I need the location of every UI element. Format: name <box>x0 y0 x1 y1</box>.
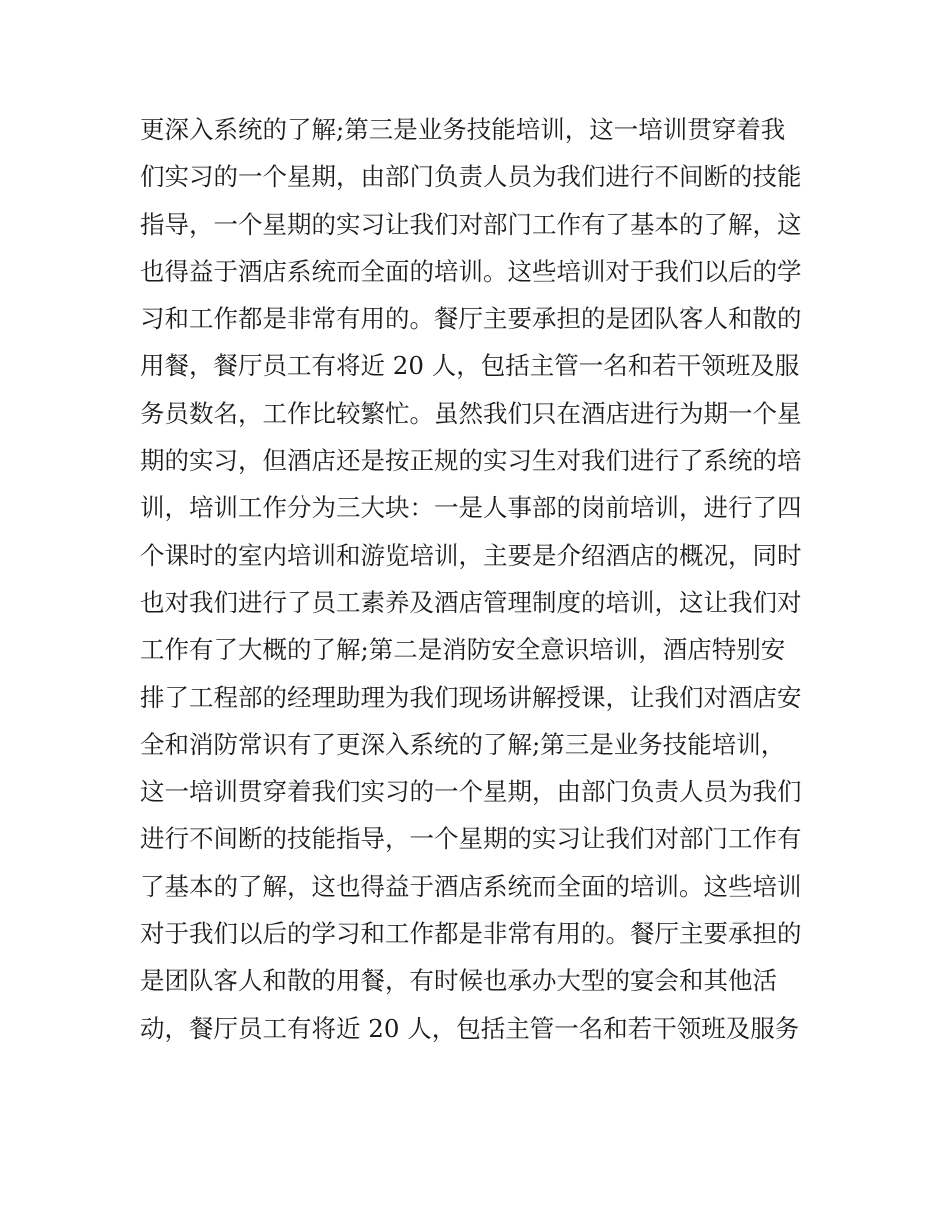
text-line: 习和工作都是非常有用的。餐厅主要承担的是团队客人和散的 <box>140 304 802 334</box>
text-line: 个课时的室内培训和游览培训，主要是介绍酒店的概况，同时 <box>140 540 802 570</box>
text-line: 期的实习，但酒店还是按正规的实习生对我们进行了系统的培 <box>140 446 802 476</box>
text-line: 务员数名，工作比较繁忙。虽然我们只在酒店进行为期一个星 <box>140 398 802 428</box>
text-line: 对于我们以后的学习和工作都是非常有用的。餐厅主要承担的 <box>140 919 802 949</box>
text-line: 是团队客人和散的用餐，有时候也承办大型的宴会和其他活 <box>140 966 777 996</box>
text-line: 排了工程部的经理助理为我们现场讲解授课，让我们对酒店安 <box>140 682 802 712</box>
text-line: 全和消防常识有了更深入系统的了解;第三是业务技能培训， <box>140 729 786 759</box>
text-line: 进行不间断的技能指导，一个星期的实习让我们对部门工作有 <box>140 824 802 854</box>
text-line: 也对我们进行了员工素养及酒店管理制度的培训，这让我们对 <box>140 587 802 617</box>
text-line: 动，餐厅员工有将近 20 人，包括主管一名和若干领班及服务 <box>140 1013 800 1043</box>
body-text <box>140 106 820 1052</box>
text-line: 训，培训工作分为三大块：一是人事部的岗前培训，进行了四 <box>140 493 802 523</box>
text-line: 更深入系统的了解;第三是业务技能培训，这一培训贯穿着我 <box>140 115 786 144</box>
text-line: 们实习的一个星期，由部门负责人员为我们进行不间断的技能 <box>140 162 802 192</box>
text-line: 用餐，餐厅员工有将近 20 人，包括主管一名和若干领班及服 <box>140 351 800 381</box>
text-line: 也得益于酒店系统而全面的培训。这些培训对于我们以后的学 <box>140 256 802 286</box>
text-line: 了基本的了解，这也得益于酒店系统而全面的培训。这些培训 <box>140 871 802 901</box>
text-line: 这一培训贯穿着我们实习的一个星期，由部门负责人员为我们 <box>140 777 802 807</box>
text-line: 指导，一个星期的实习让我们对部门工作有了基本的了解，这 <box>140 209 802 239</box>
text-line: 工作有了大概的了解;第二是消防安全意识培训，酒店特别安 <box>140 635 786 665</box>
